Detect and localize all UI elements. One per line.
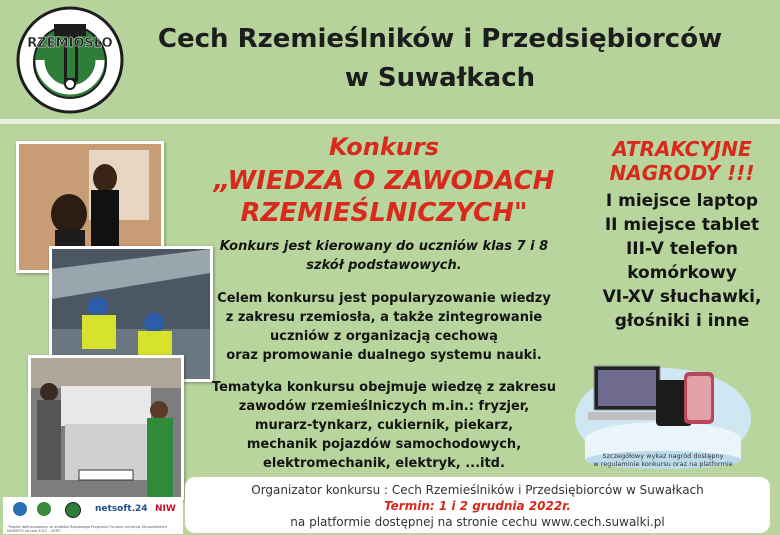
topic-line: Tematyka konkursu obejmuje wiedzę z zakresu (211, 380, 557, 395)
niw-logo: NIW (155, 504, 176, 514)
goal-line: z zakresu rzemiosła, a także zintegrowanie (225, 310, 543, 325)
contest-label: Konkurs (328, 133, 440, 161)
goal-line: uczniów z organizacją cechową (270, 329, 498, 344)
prize-item: VI-XV słuchawki, (602, 287, 762, 307)
contest-name-line2: RZEMIEŚLNICZYCH" (240, 198, 528, 228)
prize-item: II miejsce tablet (604, 215, 760, 235)
intro-line: Konkurs jest kierowany do uczniów klas 7 i 8 (219, 239, 549, 254)
sponsor-strip (3, 497, 183, 534)
goal-line: Celem konkursu jest popularyzowanie wiedzy (217, 291, 551, 306)
topic-line: zawodów rzemieślniczych m.in.: fryzjer, (238, 399, 530, 414)
prizes-heading (582, 137, 780, 185)
intro-line: szkół podstawowych. (306, 258, 462, 273)
contest-topics (204, 378, 564, 473)
page-title-line1: Cech Rzemieślników i Przedsiębiorców (157, 24, 723, 54)
prizes-note (582, 452, 744, 468)
topic-line: murarz-tynkarz, cukiernik, piekarz, (254, 418, 514, 433)
prizes-heading-line: NAGRODY !!! (609, 161, 755, 185)
topic-line: elektromechanik, elektryk, ...itd. (263, 456, 505, 471)
prizes-heading-line: ATRAKCYJNE (612, 137, 752, 161)
prize-item: komórkowy (627, 263, 737, 283)
prize-devices (588, 360, 738, 432)
netsoft-logo: netsoft.24 (95, 504, 148, 514)
prize-item: III-V telefon (625, 239, 739, 259)
contest-date: Termin: 1 i 2 grudnia 2022r. (384, 499, 571, 513)
contest-goal (204, 289, 564, 365)
contest-intro (204, 237, 564, 275)
logo-text: RZEMIOSŁO (27, 36, 113, 51)
sponsor-note: "Projekt dofinansowany ze środków Rządowego Programu Fundusz Inicjatyw Obywatelskich NOWEFIO na lata 2021 - 2030" (7, 525, 168, 533)
prize-item: I miejsce laptop (605, 191, 759, 211)
prize-item: głośniki i inne (614, 311, 750, 331)
photo-car-mechanics (28, 355, 184, 500)
sponsor-emblem-icon (13, 502, 27, 516)
prizes-note-line: w regulaminie konkursu oraz na platformie (593, 460, 733, 468)
organizer-line: Organizator konkursu : Cech Rzemieślników i Przedsiębiorców w Suwałkach (251, 483, 704, 497)
header-divider (0, 119, 780, 124)
topic-line: mechanik pojazdów samochodowych, (246, 437, 522, 452)
prizes-note-line: Szczegółowy wykaz nagród dostępny (602, 452, 724, 460)
organizer-box (185, 477, 770, 533)
page-title-line2: w Suwałkach (344, 63, 536, 93)
sponsor-emblem-icon (37, 502, 51, 516)
rzemioslo-small-icon (65, 502, 81, 518)
platform-link[interactable]: na platformie dostępnej na stronie cechu www.cech.suwalki.pl (290, 515, 665, 529)
goal-line: oraz promowanie dualnego systemu nauki. (226, 348, 542, 363)
rzemioslo-logo (14, 4, 126, 116)
prizes-list (582, 189, 780, 333)
contest-name-line1: „WIEDZA O ZAWODACH (213, 166, 555, 196)
